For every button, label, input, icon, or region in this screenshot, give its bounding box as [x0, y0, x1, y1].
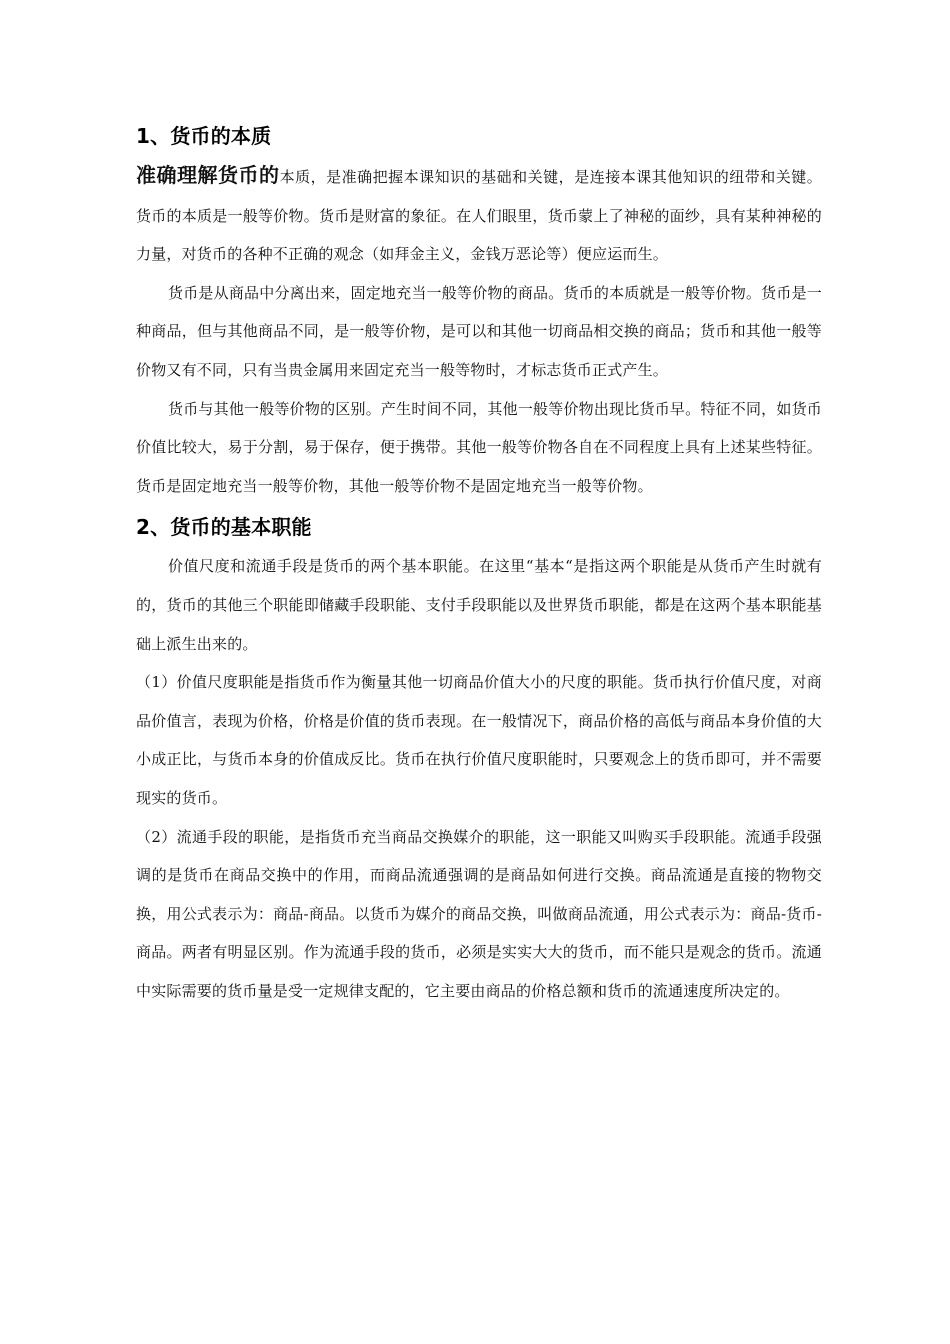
paragraph-essence-intro — [136, 156, 822, 274]
intro-text: 本质，是准确把握本课知识的基础和关键，是连接本课其他知识的纽带和关键。货币的本质是一般等价物。货币是财富的象征。在人们眼里，货币蒙上了神秘的面纱，具有某种神秘的力量，对货币的各种不正确的观念（如拜金主义，金钱万恶论等）便应运而生。 — [136, 168, 822, 264]
paragraph-essence-definition: 货币是从商品中分离出来，固定地充当一般等价物的商品。货币的本质就是一般等价物。货币是一种商品，但与其他商品不同，是一般等价物，是可以和其他一切商品相交换的商品；货币和其他一般等价物又有不同，只有当贵金属用来固定充当一般等物时，才标志货币正式产生。 — [136, 283, 822, 379]
intro-bold-lead: 准确理解货币的 — [136, 163, 280, 187]
section-heading-functions: 2、货币的基本职能 — [136, 515, 312, 540]
document-body — [136, 116, 822, 1010]
paragraph-value-measure: （1）价值尺度职能是指货币作为衡量其他一切商品价值大小的尺度的职能。货币执行价值尺度，对商品价值言，表现为价格，价格是价值的货币表现。在一般情况下，商品价格的高低与商品本身价值的大小成正比，与货币本身的价值成反比。货币在执行价值尺度职能时，只要观念上的货币即可，并不需要现实的货币。 — [136, 673, 822, 807]
paragraph-essence-difference: 货币与其他一般等价物的区别。产生时间不同，其他一般等价物出现比货币早。特征不同，如货币价值比较大，易于分割，易于保存，便于携带。其他一般等价物各自在不同程度上具有上述某些特征。货币是固定地充当一般等价物，其他一般等价物不是固定地充当一般等价物。 — [136, 399, 822, 495]
paragraph-circulation-means: （2）流通手段的职能，是指货币充当商品交换媒介的职能，这一职能又叫购买手段职能。流通手段强调的是货币在商品交换中的作用，而商品流通强调的是商品如何进行交换。商品流通是直接的物物交换，用公式表示为：商品-商品。以货币为媒介的商品交换，叫做商品流通，用公式表示为：商品-货币-商品。两者有明显区别。作为流通手段的货币，必须是实实大大的货币，而不能只是观念的货币。流通中实际需要的货币量是受一定规律支配的，它主要由商品的价格总额和货币的流通速度所决定的。 — [136, 827, 822, 1000]
section-heading-essence: 1、货币的本质 — [136, 124, 272, 148]
paragraph-functions-intro: 价值尺度和流通手段是货币的两个基本职能。在这里“基本“是指这两个职能是从货币产生时就有的，货币的其他三个职能即储藏手段职能、支付手段职能以及世界货币职能，都是在这两个基本职能基础上派生出来的。 — [136, 557, 822, 653]
